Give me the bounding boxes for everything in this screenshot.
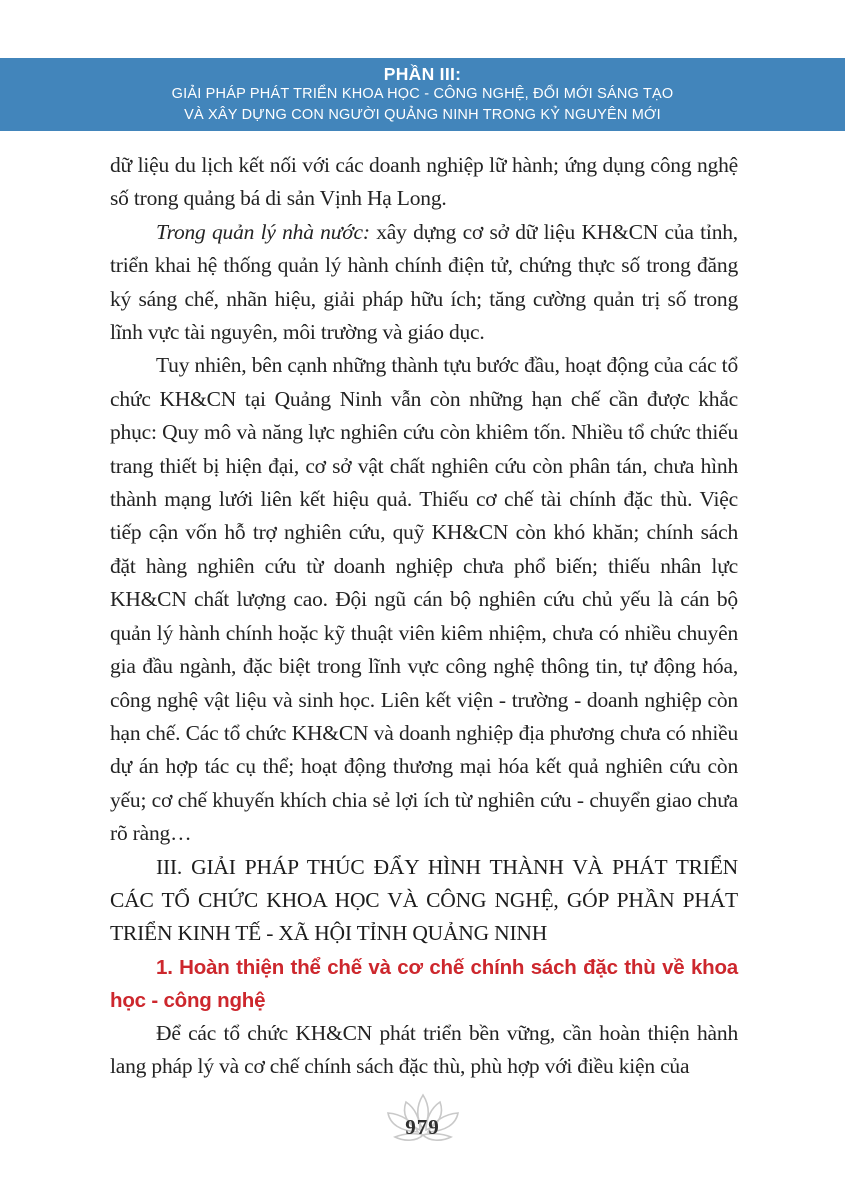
- page-footer: [0, 1093, 845, 1153]
- paragraph-limitations: Tuy nhiên, bên cạnh những thành tựu bước đầu, hoạt động của các tổ chức KH&CN tại Quảng Ninh vẫn còn những hạn chế cần được khắc phục: Quy mô và năng lực nghiên cứu còn khiêm tốn. Nhiều tổ chức thiếu trang thiết bị hiện đại, cơ sở vật chất nghiên cứu còn phân tán, chưa hình thành mạng lưới liên kết hiệu quả. Thiếu cơ chế tài chính đặc thù. Việc tiếp cận vốn hỗ trợ nghiên cứu, quỹ KH&CN còn khó khăn; chính sách đặt hàng nghiên cứu từ doanh nghiệp chưa phổ biến; thiếu nhân lực KH&CN chất lượng cao. Đội ngũ cán bộ nghiên cứu chủ yếu là cán bộ quản lý hành chính hoặc kỹ thuật viên kiêm nhiệm, chưa có nhiều chuyên gia đầu ngành, đặc biệt trong lĩnh vực công nghệ thông tin, tự động hóa, công nghệ vật liệu và sinh học. Liên kết viện - trường - doanh nghiệp còn hạn chế. Các tổ chức KH&CN và doanh nghiệp địa phương chưa có nhiều dự án hợp tác cụ thể; hoạt động thương mại hóa kết quả nghiên cứu còn yếu; cơ chế khuyến khích chia sẻ lợi ích từ nghiên cứu - chuyển giao chưa rõ ràng…: [110, 353, 738, 846]
- subsection-heading-1: 1. Hoàn thiện thể chế và cơ chế chính sách đặc thù về khoa học - công nghệ: [110, 955, 738, 1012]
- paragraph-lead-rest: xây dựng cơ sở dữ liệu KH&CN của tỉnh, triển khai hệ thống quản lý hành chính điện tử, chứng thực số trong đăng ký sáng chế, nhãn hiệu, giải pháp hữu ích; tăng cường quản trị số trong lĩnh vực tài nguyên, môi trường và giáo dục.: [110, 219, 738, 345]
- paragraph-legal-framework: Để các tổ chức KH&CN phát triển bền vững, cần hoàn thiện hành lang pháp lý và cơ chế chính sách đặc thù, phù hợp với điều kiện của: [110, 1020, 738, 1079]
- section-heading-iii: III. GIẢI PHÁP THÚC ĐẨY HÌNH THÀNH VÀ PHÁT TRIỂN CÁC TỔ CHỨC KHOA HỌC VÀ CÔNG NGHỆ, GÓP PHẦN PHÁT TRIỂN KINH TẾ - XÃ HỘI TỈNH QUẢNG NINH: [110, 854, 738, 946]
- paragraph-state-management: [110, 216, 738, 350]
- part-label: PHẦN III:: [383, 64, 462, 84]
- page-number: 979: [405, 1115, 440, 1139]
- part-subtitle-line-2: VÀ XÂY DỰNG CON NGƯỜI QUẢNG NINH TRONG KỶ NGUYÊN MỚI: [184, 106, 661, 123]
- paragraph-continuation: dữ liệu du lịch kết nối với các doanh nghiệp lữ hành; ứng dụng công nghệ số trong quảng bá di sản Vịnh Hạ Long.: [110, 153, 738, 211]
- body-text: [110, 149, 738, 1084]
- part-subtitle-line-1: GIẢI PHÁP PHÁT TRIỂN KHOA HỌC - CÔNG NGHỆ, ĐỔI MỚI SÁNG TẠO: [171, 86, 674, 102]
- part-header-banner: [0, 58, 845, 131]
- paragraph-lead-italic: Trong quản lý nhà nước:: [156, 219, 370, 244]
